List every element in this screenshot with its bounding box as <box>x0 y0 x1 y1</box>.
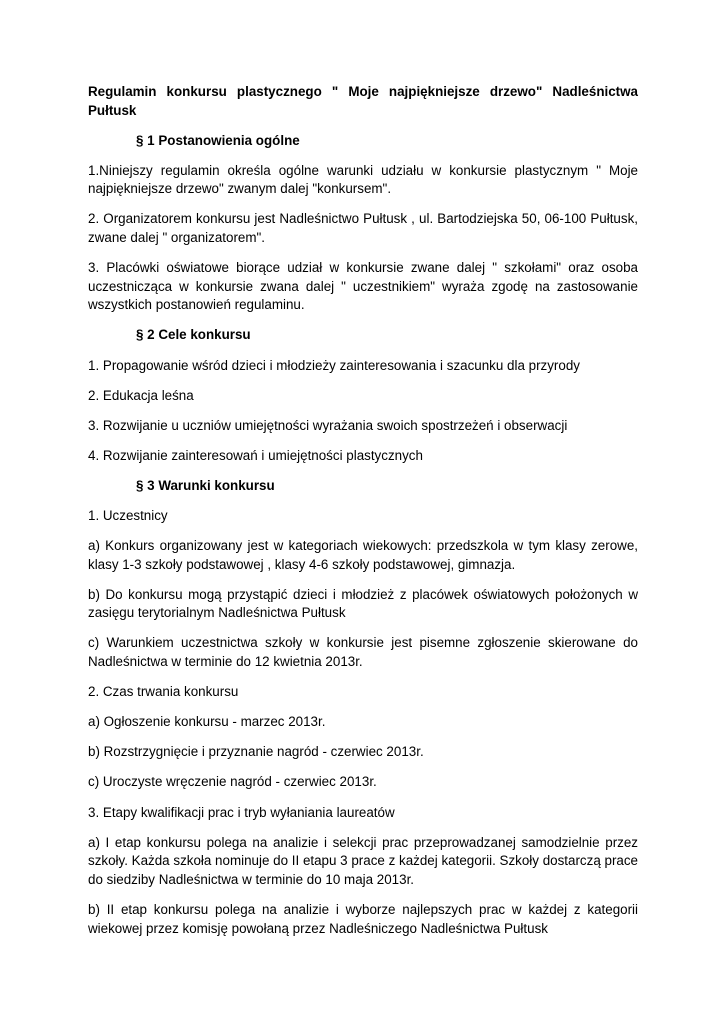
section-heading-3: § 3 Warunki konkursu <box>136 477 275 493</box>
document-page <box>88 83 638 950</box>
section-3-paragraph: 1. Uczestnicy <box>88 508 168 523</box>
section-3-paragraph: a) Ogłoszenie konkursu - marzec 2013r. <box>88 714 326 730</box>
section-2-paragraph: 4. Rozwijanie zainteresowań i umiejętności plastycznych <box>88 447 423 463</box>
section-3-paragraph: a) I etap konkursu polega na analizie i selekcji prac przeprowadzanej samodzielnie przez szkoły. Każda szkoła nominuje do II etapu 3 prace z każdej kategorii. Szkoły dostarczą prace do siedziby Nadleśnictwa w terminie do 10 maja 2013r. <box>88 834 638 887</box>
section-3-paragraph: b) Do konkursu mogą przystąpić dzieci i młodzież z placówek oświatowych położonych w zasięgu terytorialnym Nadleśnictwa Pułtusk <box>88 586 638 621</box>
section-3-paragraph: c) Uroczyste wręczenie nagród - czerwiec 2013r. <box>88 774 377 790</box>
section-3-paragraph: b) II etap konkursu polega na analizie i wyborze najlepszych prac w każdej z kategorii wiekowej przez komisję powołaną przez Nadleśniczego Nadleśnictwa Pułtusk <box>88 901 638 936</box>
section-2-paragraph: 2. Edukacja leśna <box>88 387 194 403</box>
section-3-paragraph: c) Warunkiem uczestnictwa szkoły w konkursie jest pisemne zgłoszenie skierowane do Nadleśnictwa w terminie do 12 kwietnia 2013r. <box>88 635 638 670</box>
section-3-paragraph: 2. Czas trwania konkursu <box>88 684 239 700</box>
section-1-paragraph: 1.Niniejszy regulamin określa ogólne warunki udziału w konkursie plastycznym " Moje najpiękniejsze drzewo" zwanym dalej "konkursem". <box>88 162 638 197</box>
section-1-paragraph: 2. Organizatorem konkursu jest Nadleśnictwo Pułtusk , ul. Bartodziejska 50, 06-100 Pułtusk, zwane dalej " organizatorem". <box>88 211 638 246</box>
section-2-paragraph: 1. Propagowanie wśród dzieci i młodzieży zainteresowania i szacunku dla przyrody <box>88 357 580 373</box>
section-heading-2: § 2 Cele konkursu <box>136 327 251 343</box>
section-3-paragraph: 3. Etapy kwalifikacji prac i tryb wyłaniania laureatów <box>88 804 395 820</box>
document-title: Regulamin konkursu plastycznego " Moje najpiękniejsze drzewo" Nadleśnictwa Pułtusk <box>88 84 638 118</box>
section-3-paragraph: b) Rozstrzygnięcie i przyznanie nagród - czerwiec 2013r. <box>88 744 424 760</box>
section-1-paragraph: 3. Placówki oświatowe biorące udział w konkursie zwane dalej " szkołami" oraz osoba uczestnicząca w konkursie zwana dalej " uczestnikiem" wyraża zgodę na zastosowanie wszystkich postanowień regulaminu. <box>88 260 638 313</box>
section-3-paragraph: a) Konkurs organizowany jest w kategoriach wiekowych: przedszkola w tym klasy zerowe, klasy 1-3 szkoły podstawowej , klasy 4-6 szkoły podstawowej, gimnazja. <box>88 538 638 572</box>
section-2-paragraph: 3. Rozwijanie u uczniów umiejętności wyrażania swoich spostrzeżeń i obserwacji <box>88 417 568 433</box>
section-heading-1: § 1 Postanowienia ogólne <box>136 132 300 148</box>
